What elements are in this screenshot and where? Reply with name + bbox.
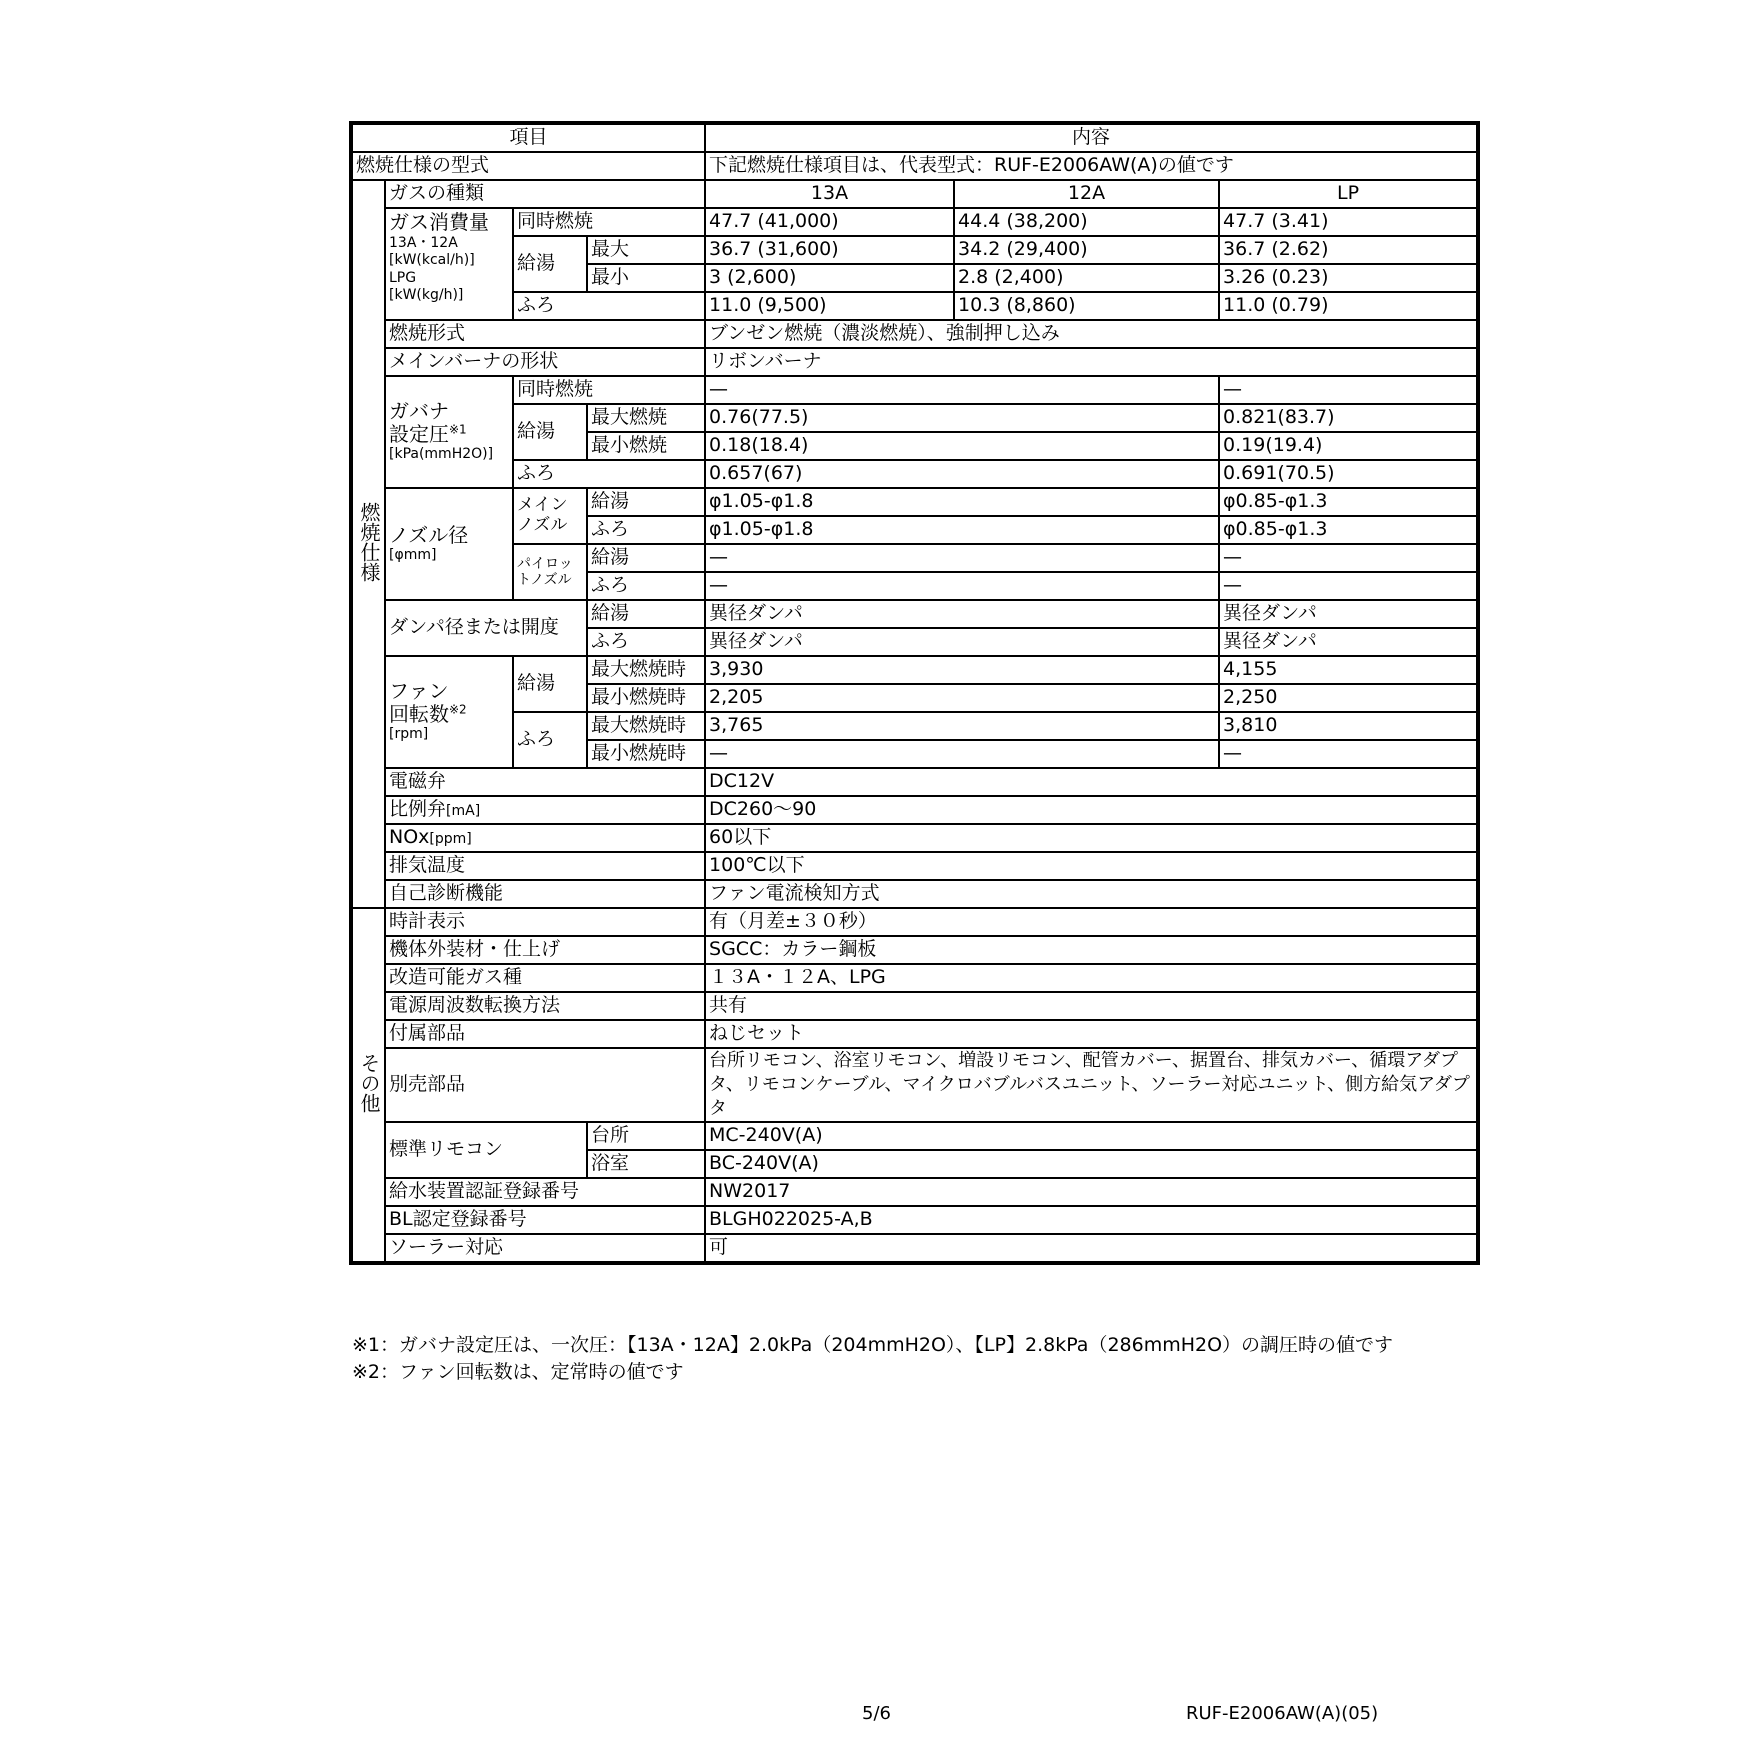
- freq-label: 電源周波数転換方法: [385, 992, 705, 1020]
- fan-kyuto-max-lp: 4,155: [1219, 656, 1478, 684]
- table-row: [351, 600, 1478, 628]
- convert-value: １３A・１２A、LPG: [705, 964, 1478, 992]
- nozzle-main-kyuto-city: φ1.05-φ1.8: [705, 488, 1219, 516]
- damper-furo-lp: 異径ダンパ: [1219, 628, 1478, 656]
- nozzle-label-cell: [385, 488, 513, 600]
- model-value: 下記燃焼仕様項目は、代表型式：RUF-E2006AW(A)の値です: [705, 152, 1478, 180]
- governor-max-lp: 0.821(83.7): [1219, 404, 1478, 432]
- prop-label: 比例弁: [389, 798, 447, 821]
- fan-furo-label: ふろ: [513, 712, 587, 768]
- header-item: 項目: [351, 123, 705, 152]
- table-row: [351, 1048, 1478, 1122]
- consumption-note3: LPG: [389, 269, 417, 286]
- fan-furo-max-label: 最大燃焼時: [587, 712, 705, 740]
- consumption-simul-label: 同時燃焼: [513, 208, 705, 236]
- solenoid-label: 電磁弁: [385, 768, 705, 796]
- remote-kitchen-value: MC-240V(A): [705, 1122, 1478, 1150]
- governor-furo-lp: 0.691(70.5): [1219, 460, 1478, 488]
- damper-label: ダンパ径または開度: [385, 600, 587, 656]
- nozzle-pilot-furo-city: —: [705, 572, 1219, 600]
- consumption-kyuto-label: 給湯: [513, 236, 587, 292]
- consumption-furo-13a: 11.0 (9,500): [705, 292, 954, 320]
- consumption-max-lp: 36.7 (2.62): [1219, 236, 1478, 264]
- consumption-note1: 13A・12A: [389, 234, 458, 251]
- acc-value: ねじセット: [705, 1020, 1478, 1048]
- spec-table: [349, 121, 1480, 1265]
- freq-value: 共有: [705, 992, 1478, 1020]
- case-label: 機体外装材・仕上げ: [385, 936, 705, 964]
- case-value: SGCC：カラー鋼板: [705, 936, 1478, 964]
- governor-max-city: 0.76(77.5): [705, 404, 1219, 432]
- remote-kitchen-label: 台所: [587, 1122, 705, 1150]
- consumption-max-label: 最大: [587, 236, 705, 264]
- governor-simul-city: —: [705, 376, 1219, 404]
- nox-label-cell: [385, 824, 705, 852]
- consumption-min-label: 最小: [587, 264, 705, 292]
- solenoid-value: DC12V: [705, 768, 1478, 796]
- fan-kyuto-label: 給湯: [513, 656, 587, 712]
- consumption-max-13a: 36.7 (31,600): [705, 236, 954, 264]
- nozzle-unit: [φmm]: [389, 546, 437, 563]
- table-row: [351, 1020, 1478, 1048]
- gas-lp: LP: [1219, 180, 1478, 208]
- table-row: [351, 852, 1478, 880]
- governor-min-label: 最小燃焼: [587, 432, 705, 460]
- table-row: [351, 320, 1478, 348]
- table-row: [351, 964, 1478, 992]
- header-content: 内容: [705, 123, 1478, 152]
- remote-label: 標準リモコン: [385, 1122, 587, 1178]
- exhaust-label: 排気温度: [385, 852, 705, 880]
- consumption-max-12a: 34.2 (29,400): [954, 236, 1219, 264]
- nozzle-pilot-label: パイロットノズル: [513, 544, 587, 600]
- table-row: [351, 152, 1478, 180]
- consumption-note2: [kW(kcal/h)]: [389, 252, 475, 269]
- fan-kyuto-max-label: 最大燃焼時: [587, 656, 705, 684]
- nozzle-main-furo-city: φ1.05-φ1.8: [705, 516, 1219, 544]
- governor-max-label: 最大燃焼: [587, 404, 705, 432]
- fan-label-cell: [385, 656, 513, 768]
- table-row: [351, 1178, 1478, 1206]
- nox-value: 60以下: [705, 824, 1478, 852]
- section-other-label: その他: [351, 908, 385, 1263]
- model-label: 燃焼仕様の型式: [351, 152, 705, 180]
- table-row: [351, 768, 1478, 796]
- fan-mark: ※2: [449, 702, 467, 717]
- governor-label-cell: [385, 376, 513, 488]
- table-row: [351, 488, 1478, 516]
- table-row: [351, 1122, 1478, 1150]
- fan-kyuto-min-city: 2,205: [705, 684, 1219, 712]
- governor-mark: ※1: [449, 422, 467, 437]
- consumption-label: ガス消費量: [389, 210, 489, 234]
- fan-furo-max-city: 3,765: [705, 712, 1219, 740]
- nozzle-pilot-kyuto-lp: —: [1219, 544, 1478, 572]
- nozzle-label: ノズル径: [389, 522, 469, 547]
- governor-label2: 設定圧: [389, 422, 449, 447]
- page-number: 5/6: [862, 1703, 891, 1724]
- nozzle-main-kyuto-label: 給湯: [587, 488, 705, 516]
- fan-unit: [rpm]: [389, 726, 429, 743]
- governor-label1: ガバナ: [389, 399, 449, 424]
- diag-value: ファン電流検知方式: [705, 880, 1478, 908]
- opt-value: 台所リモコン、浴室リモコン、増設リモコン、配管カバー、据置台、排気カバー、循環アダプタ、リモコンケーブル、マイクロバブルバスユニット、ソーラー対応ユニット、側方給気アダプタ: [705, 1048, 1478, 1122]
- damper-kyuto-city: 異径ダンパ: [705, 600, 1219, 628]
- table-row: [351, 824, 1478, 852]
- section-combustion-label: 燃焼仕様: [351, 180, 385, 908]
- damper-kyuto-lp: 異径ダンパ: [1219, 600, 1478, 628]
- table-row: [351, 880, 1478, 908]
- governor-kyuto-label: 給湯: [513, 404, 587, 460]
- table-row: [351, 348, 1478, 376]
- fan-furo-min-label: 最小燃焼時: [587, 740, 705, 768]
- gas-12a: 12A: [954, 180, 1219, 208]
- table-row: [351, 208, 1478, 236]
- consumption-note4: [kW(kg/h)]: [389, 287, 464, 304]
- table-row: [351, 544, 1478, 572]
- table-row: [351, 292, 1478, 320]
- governor-simul-lp: —: [1219, 376, 1478, 404]
- nox-label: NOx: [389, 826, 430, 849]
- consumption-furo-lp: 11.0 (0.79): [1219, 292, 1478, 320]
- table-row: [351, 796, 1478, 824]
- table-row: [351, 712, 1478, 740]
- fan-furo-min-lp: —: [1219, 740, 1478, 768]
- gas-13a: 13A: [705, 180, 954, 208]
- convert-label: 改造可能ガス種: [385, 964, 705, 992]
- nox-unit: [ppm]: [429, 831, 472, 848]
- solar-label: ソーラー対応: [385, 1234, 705, 1263]
- fan-kyuto-min-label: 最小燃焼時: [587, 684, 705, 712]
- nozzle-pilot-kyuto-label: 給湯: [587, 544, 705, 572]
- bl-value: BLGH022025-A,B: [705, 1206, 1478, 1234]
- governor-min-lp: 0.19(19.4): [1219, 432, 1478, 460]
- footnote-2: ※2：ファン回転数は、定常時の値です: [352, 1361, 684, 1383]
- solar-value: 可: [705, 1234, 1478, 1263]
- combustion-type-value: ブンゼン燃焼（濃淡燃焼）、強制押し込み: [705, 320, 1478, 348]
- consumption-furo-label: ふろ: [513, 292, 705, 320]
- consumption-furo-12a: 10.3 (8,860): [954, 292, 1219, 320]
- footnote-1: ※1：ガバナ設定圧は、一次圧：【13A・12A】2.0kPa（204mmH2O）、【LP】2.8kPa（286mmH2O）の調圧時の値です: [352, 1334, 1394, 1356]
- consumption-label-cell: [385, 208, 513, 320]
- opt-label: 別売部品: [385, 1048, 705, 1122]
- damper-kyuto-label: 給湯: [587, 600, 705, 628]
- consumption-simul-12a: 44.4 (38,200): [954, 208, 1219, 236]
- governor-simul-label: 同時燃焼: [513, 376, 705, 404]
- bl-label: BL認定登録番号: [385, 1206, 705, 1234]
- table-row: [351, 460, 1478, 488]
- diag-label: 自己診断機能: [385, 880, 705, 908]
- prop-value: DC260～90: [705, 796, 1478, 824]
- combustion-type-label: 燃焼形式: [385, 320, 705, 348]
- prop-unit: [mA]: [446, 803, 481, 820]
- consumption-simul-lp: 47.7 (3.41): [1219, 208, 1478, 236]
- damper-furo-label: ふろ: [587, 628, 705, 656]
- acc-label: 付属部品: [385, 1020, 705, 1048]
- fan-furo-min-city: —: [705, 740, 1219, 768]
- fan-furo-max-lp: 3,810: [1219, 712, 1478, 740]
- exhaust-value: 100℃以下: [705, 852, 1478, 880]
- consumption-min-lp: 3.26 (0.23): [1219, 264, 1478, 292]
- document-code: RUF-E2006AW(A)(05): [1186, 1703, 1379, 1724]
- fan-kyuto-max-city: 3,930: [705, 656, 1219, 684]
- prop-label-cell: [385, 796, 705, 824]
- table-row: [351, 1206, 1478, 1234]
- burner-label: メインバーナの形状: [385, 348, 705, 376]
- table-row: [351, 656, 1478, 684]
- burner-value: リボンバーナ: [705, 348, 1478, 376]
- clock-label: 時計表示: [385, 908, 705, 936]
- governor-min-city: 0.18(18.4): [705, 432, 1219, 460]
- table-header-row: [351, 123, 1478, 152]
- nozzle-main-furo-label: ふろ: [587, 516, 705, 544]
- table-row: [351, 992, 1478, 1020]
- fan-label2: 回転数: [389, 702, 449, 727]
- gas-type-label: ガスの種類: [385, 180, 705, 208]
- fan-kyuto-min-lp: 2,250: [1219, 684, 1478, 712]
- consumption-min-13a: 3 (2,600): [705, 264, 954, 292]
- table-row: [351, 236, 1478, 264]
- table-row: [351, 404, 1478, 432]
- remote-bath-value: BC-240V(A): [705, 1150, 1478, 1178]
- nozzle-main-furo-lp: φ0.85-φ1.3: [1219, 516, 1478, 544]
- governor-unit: [kPa(mmH2O)]: [389, 446, 494, 463]
- fan-label1: ファン: [389, 679, 449, 704]
- table-row: [351, 936, 1478, 964]
- water-value: NW2017: [705, 1178, 1478, 1206]
- water-label: 給水装置認証登録番号: [385, 1178, 705, 1206]
- nozzle-pilot-furo-lp: —: [1219, 572, 1478, 600]
- nozzle-pilot-furo-label: ふろ: [587, 572, 705, 600]
- nozzle-pilot-kyuto-city: —: [705, 544, 1219, 572]
- governor-furo-city: 0.657(67): [705, 460, 1219, 488]
- table-row: [351, 908, 1478, 936]
- clock-value: 有（月差±３０秒）: [705, 908, 1478, 936]
- table-row: [351, 1234, 1478, 1263]
- consumption-min-12a: 2.8 (2,400): [954, 264, 1219, 292]
- footnotes: [352, 1332, 1393, 1386]
- consumption-simul-13a: 47.7 (41,000): [705, 208, 954, 236]
- table-row: [351, 376, 1478, 404]
- nozzle-main-kyuto-lp: φ0.85-φ1.3: [1219, 488, 1478, 516]
- governor-furo-label: ふろ: [513, 460, 705, 488]
- remote-bath-label: 浴室: [587, 1150, 705, 1178]
- table-row: [351, 180, 1478, 208]
- nozzle-main-label: メインノズル: [513, 488, 587, 544]
- damper-furo-city: 異径ダンパ: [705, 628, 1219, 656]
